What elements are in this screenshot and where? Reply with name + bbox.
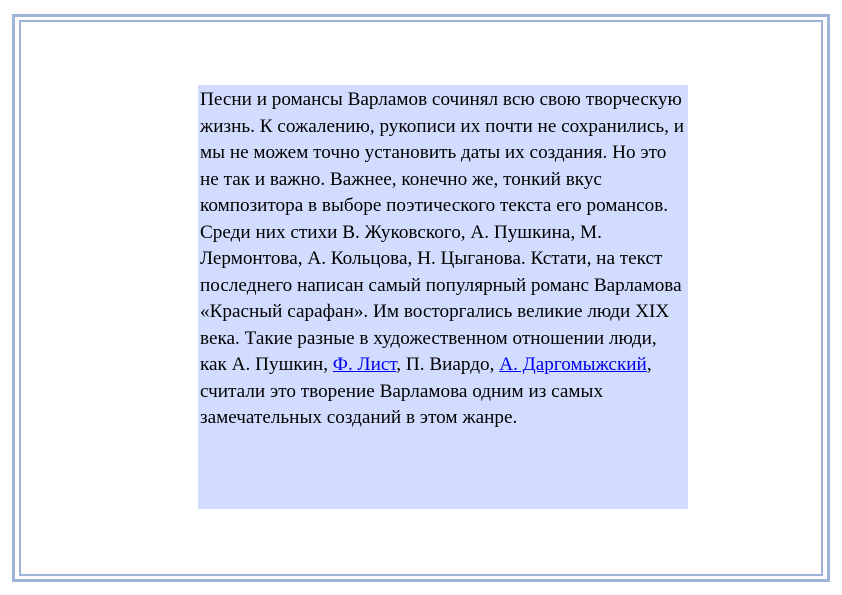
link-dargomyzhsky[interactable]: А. Даргомыжский	[499, 354, 647, 375]
paragraph-text-1: Песни и романсы Варламов сочинял всю свою творческую жизнь. К сожалению, рукописи их почти не сохранились, и мы не можем точно установить даты их создания. Но это не так и важно. Важнее, конечно же, тонкий вкус композитора в выборе поэтического текста его романсов. Среди них стихи В. Жуковского, А. Пушкина, М. Лермонтова, А. Кольцова, Н. Цыганова. Кстати, на текст последнего написан самый популярный романс Варламова «Красный сарафан». Им восторгались великие люди XIX века. Такие разные в художественном отношении люди, как А. Пушкин,	[200, 89, 684, 375]
paragraph-text-3: , считали это творение Варламова одним из самых замечательных созданий в этом жанре.	[200, 354, 652, 428]
text-box	[198, 85, 688, 509]
paragraph-text-2: , П. Виардо,	[396, 354, 500, 375]
link-liszt[interactable]: Ф. Лист	[332, 354, 397, 375]
body-paragraph	[200, 87, 688, 432]
